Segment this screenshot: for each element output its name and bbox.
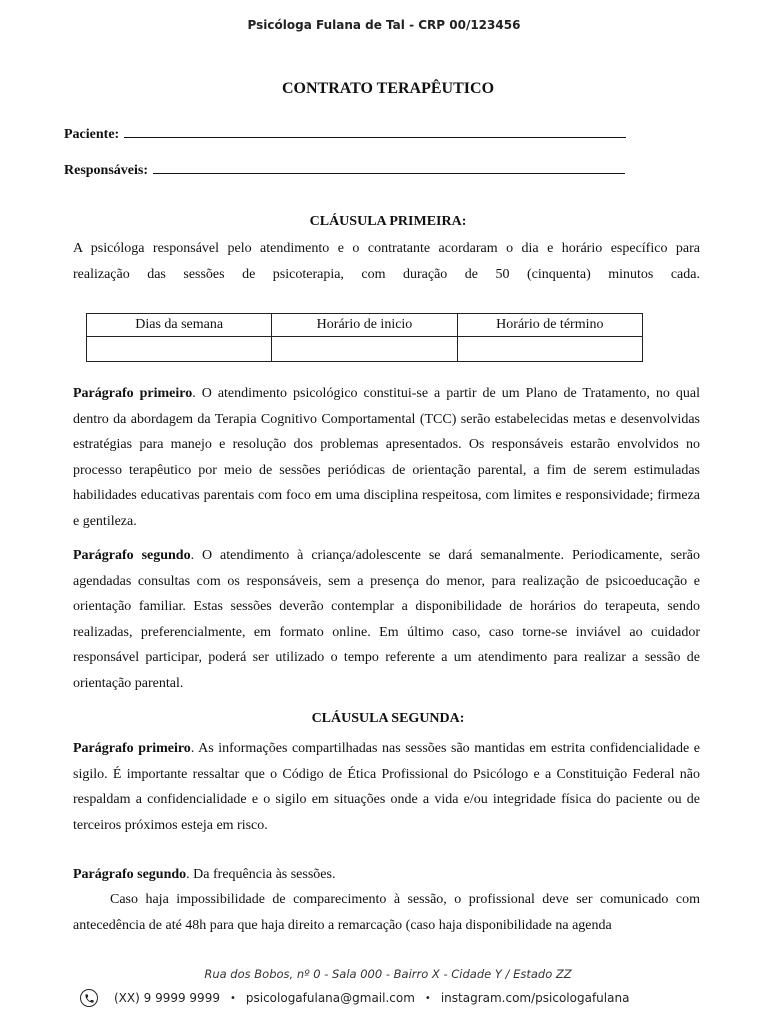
responsaveis-blank-line [153,159,625,174]
footer-contacts [80,989,720,1007]
paragrafo-text: . O atendimento psicológico constitui-se a partir de um Plano de Tratamento, no qual dentro da abordagem da Terapia Cognitivo Comportamental (TCC) serão estabelecidas metas e desenvolvidas estratégias para manejo e resolução dos problemas apresentados. Os responsáveis estarão envolvidos no processo terapêutico por meio de sessões periódicas de orientação parental, a fim de serem estimuladas habilidades educativas parentais com foco em uma disciplina respeitosa, com limites e responsividade; firmeza e gentileza. [73,386,700,529]
paciente-field [64,123,626,143]
paragrafo-text: . Da frequência às sessões. [186,867,336,882]
phone-icon [80,989,98,1007]
clausula-primeira-paragrafo-segundo [73,543,700,696]
paciente-label: Paciente: [64,127,120,142]
separator-dot: • [424,992,431,1004]
clausula-segunda-paragrafo-segundo-body: Caso haja impossibilidade de comparecimento à sessão, o profissional deve ser comunicado com antecedência de até 48h para que haja direito a remarcação (caso haja disponibilidade na agenda [73,892,700,933]
clausula-primeira-intro-line1: A psicóloga responsável pelo atendimento e o contratante acordaram o dia e horário específico para [73,241,700,256]
table-cell[interactable] [272,337,457,362]
paragrafo-label: Parágrafo primeiro [73,741,191,756]
paragrafo-label: Parágrafo primeiro [73,386,193,401]
table-cell[interactable] [87,337,272,362]
clausula-segunda-heading: CLÁUSULA SEGUNDA: [311,711,465,726]
paragrafo-label: Parágrafo segundo [73,548,191,563]
col-header-inicio: Horário de inicio [272,314,457,337]
footer-email[interactable]: psicologafulana@gmail.com [245,991,415,1005]
clausula-primeira-heading: CLÁUSULA PRIMEIRA: [309,214,467,229]
footer-address: Rua dos Bobos, nº 0 - Sala 000 - Bairro X - Cidade Y / Estado ZZ [204,967,572,981]
col-header-dias: Dias da semana [87,314,272,337]
paragrafo-text: . O atendimento à criança/adolescente se dará semanalmente. Periodicamente, serão agendadas consultas com os responsáveis, sem a presença do menor, para realização de psicoeducação e orientação familiar. Estas sessões deverão contemplar a disponibilidade de horários do terapeuta, sendo realizadas, preferencialmente, em formato online. Em último caso, caso torne-se inviável ao cuidador responsável participar, poderá ser utilizado o tempo referente a um atendimento para realizar a sessão de orientação parental. [73,548,700,691]
clausula-primeira-intro-line2: realização das sessões de psicoterapia, com duração de 50 (cinquenta) minutos cada. [73,267,700,282]
col-header-termino: Horário de término [457,314,642,337]
schedule-header-row [87,314,643,337]
footer-phone: (XX) 9 9999 9999 [114,991,220,1005]
paciente-blank-line [124,123,626,138]
paragrafo-label: Parágrafo segundo [73,867,187,882]
footer-instagram[interactable]: instagram.com/psicologafulana [440,991,630,1005]
responsaveis-label: Responsáveis: [64,163,149,178]
table-cell[interactable] [457,337,642,362]
clausula-segunda-paragrafo-segundo [73,862,700,888]
schedule-empty-row [87,337,643,362]
phone-icon-glyph [84,993,95,1004]
page-header: Psicóloga Fulana de Tal - CRP 00/123456 [247,18,521,32]
schedule-table [86,313,643,362]
separator-dot: • [229,992,236,1004]
document-title: CONTRATO TERAPÊUTICO [281,80,495,97]
paragrafo-text: . As informações compartilhadas nas sessões são mantidas em estrita confidencialidade e sigilo. É importante ressaltar que o Código de Ética Profissional do Psicólogo e a Constituição Federal não respaldam a confidencialidade e o sigilo em situações onde a vida e/ou integridade física do paciente ou de terceiros próximos esteja em risco. [73,741,700,833]
clausula-primeira-paragrafo-primeiro [73,381,700,534]
responsaveis-field [64,159,625,179]
clausula-segunda-paragrafo-primeiro [73,736,700,838]
